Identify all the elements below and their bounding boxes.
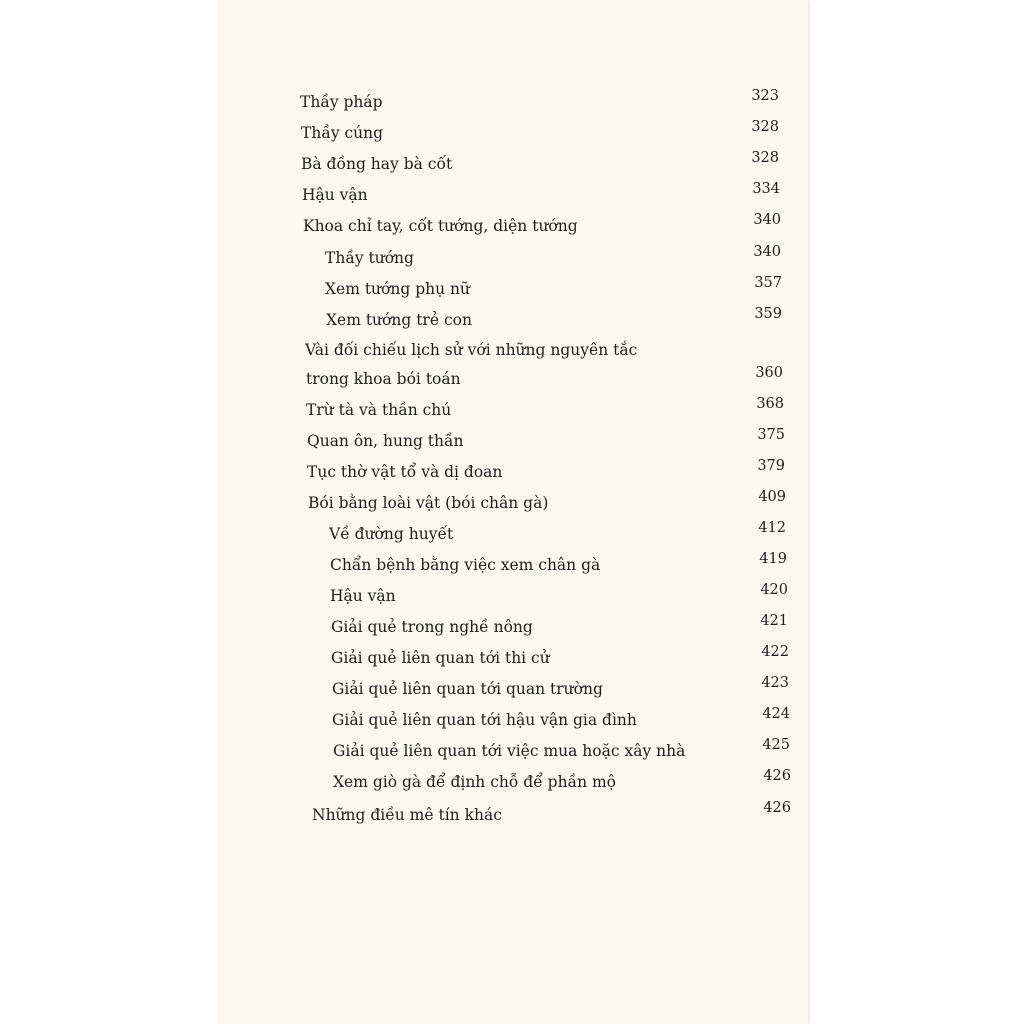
toc-entry-title: Bà đồng hay bà cốt bbox=[301, 155, 453, 173]
toc-entry-title: Hậu vận bbox=[330, 587, 396, 605]
toc-entry-title: Trừ tà và thần chú bbox=[306, 401, 452, 419]
toc-entry-title: trong khoa bói toán bbox=[306, 370, 461, 388]
toc-entry-page: 340 bbox=[753, 244, 781, 260]
toc-entry-title: Chẩn bệnh bằng việc xem chân gà bbox=[330, 556, 601, 574]
toc-entry-page: 340 bbox=[753, 212, 781, 228]
toc-entry-page: 409 bbox=[758, 489, 786, 505]
toc-entry-title: Khoa chỉ tay, cốt tướng, diện tướng bbox=[303, 217, 578, 235]
toc-entry-page: 334 bbox=[752, 181, 780, 197]
toc-entry-title: Hậu vận bbox=[302, 186, 368, 204]
book-page bbox=[218, 0, 808, 1024]
toc-entry-page: 359 bbox=[754, 306, 782, 322]
toc-entry-title: Giải quẻ liên quan tới thi cử bbox=[331, 649, 550, 667]
toc-entry-page: 426 bbox=[763, 800, 791, 816]
toc-entry-page: 323 bbox=[751, 88, 779, 104]
toc-entry-title: Thầy cúng bbox=[301, 124, 384, 142]
toc-entry-title: Giải quẻ liên quan tới quan trường bbox=[332, 680, 603, 698]
toc-entry-page: 419 bbox=[759, 551, 787, 567]
toc-entry-page: 328 bbox=[751, 150, 779, 166]
toc-entry-title: Giải quẻ trong nghề nông bbox=[331, 618, 533, 636]
toc-entry-title: Xem giò gà để định chỗ để phần mộ bbox=[333, 773, 617, 791]
toc-entry-page: 412 bbox=[758, 520, 786, 536]
toc-entry-title: Giải quẻ liên quan tới hậu vận gia đình bbox=[332, 711, 637, 729]
toc-entry-page: 379 bbox=[757, 458, 785, 474]
toc-entry-page: 426 bbox=[763, 768, 791, 784]
toc-entry-page: 420 bbox=[760, 582, 788, 598]
toc-entry-page: 357 bbox=[754, 275, 782, 291]
toc-entry-page: 360 bbox=[755, 365, 783, 381]
toc-entry-page: 425 bbox=[762, 737, 790, 753]
toc-entry-title: Về đường huyết bbox=[329, 525, 454, 543]
toc-entry-page: 424 bbox=[762, 706, 790, 722]
toc-entry-title: Tục thờ vật tổ và dị đoan bbox=[307, 463, 503, 481]
toc-entry-title: Thầy pháp bbox=[300, 93, 383, 111]
toc-entry-page: 368 bbox=[756, 396, 784, 412]
toc-entry-page: 422 bbox=[761, 644, 789, 660]
toc-entry-page: 421 bbox=[760, 613, 788, 629]
toc-entry-title: Vài đối chiếu lịch sử với những nguyên tắc bbox=[305, 341, 638, 359]
toc-entry-title: Thầy tướng bbox=[325, 249, 414, 267]
toc-entry-title: Bói bằng loài vật (bói chân gà) bbox=[308, 494, 549, 512]
toc-entry-title: Những điều mê tín khác bbox=[312, 806, 502, 824]
toc-entry-page: 423 bbox=[761, 675, 789, 691]
toc-entry-title: Xem tướng trẻ con bbox=[326, 311, 472, 329]
toc-entry-page: 375 bbox=[757, 427, 785, 443]
toc-entry-title: Quan ôn, hung thần bbox=[307, 432, 464, 450]
toc-entry-title: Xem tướng phụ nữ bbox=[325, 280, 470, 298]
toc-entry-page: 328 bbox=[751, 119, 779, 135]
toc-entry-title: Giải quẻ liên quan tới việc mua hoặc xây nhà bbox=[333, 742, 686, 760]
